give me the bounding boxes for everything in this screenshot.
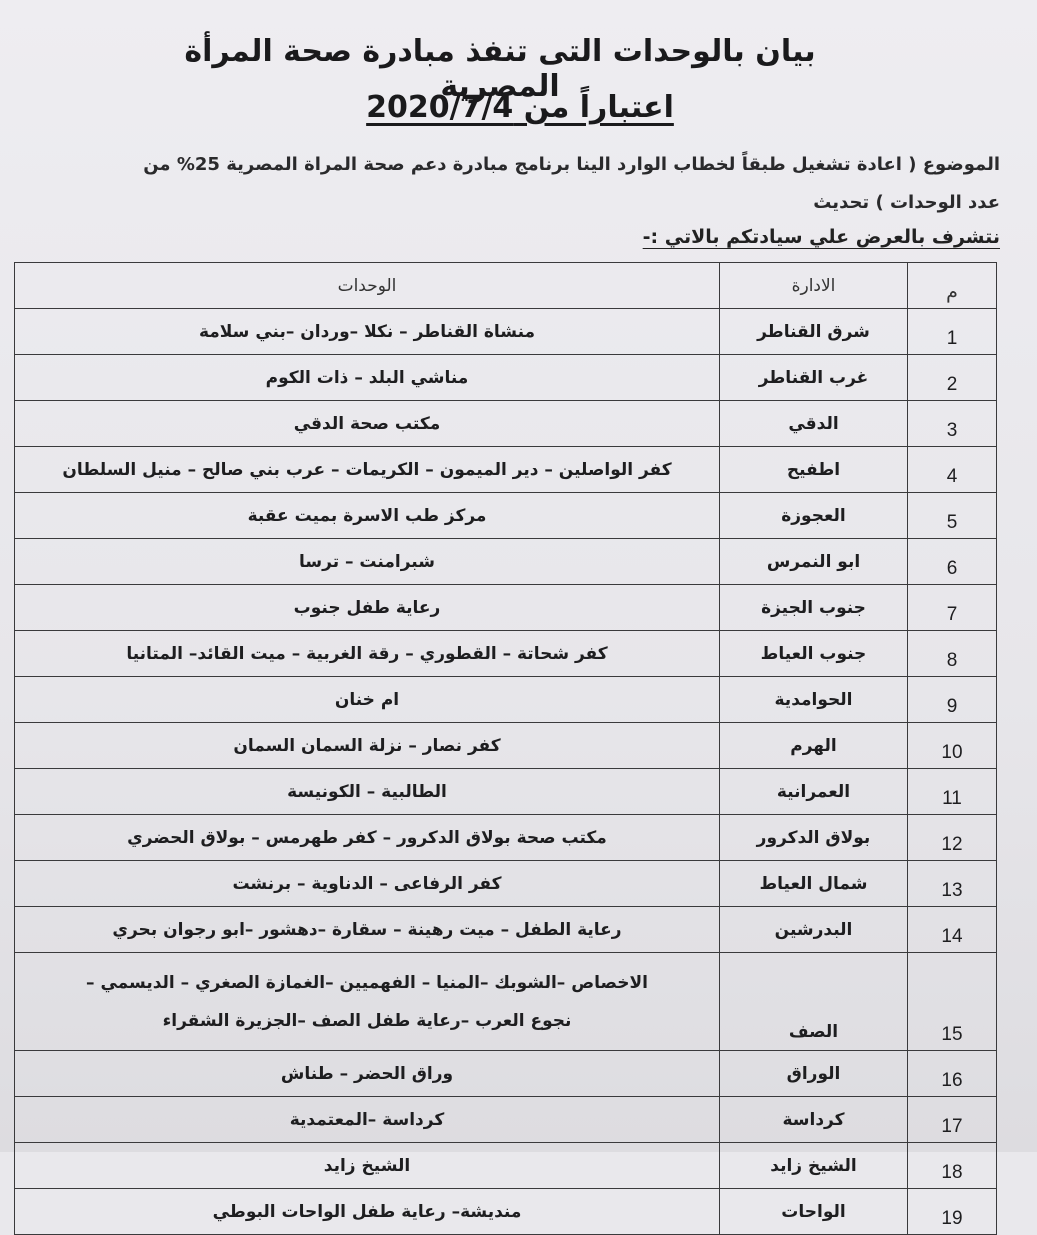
document-subtitle: اعتباراً من 2020/7/4 <box>366 90 674 125</box>
row-num: 12 <box>908 815 997 861</box>
row-num: 11 <box>908 769 997 815</box>
document-title: بيان بالوحدات التى تنفذ مبادرة صحة المرأة المصرية <box>184 34 816 104</box>
intro-line: نتشرف بالعرض علي سيادتكم بالاتي :- <box>642 226 1000 248</box>
table-row <box>15 953 997 1051</box>
table-row <box>15 493 997 539</box>
row-department: شمال العياط <box>720 861 908 907</box>
table-row <box>15 401 997 447</box>
table-header-row <box>15 263 997 309</box>
row-units: مكتب صحة بولاق الدكرور – كفر طهرمس – بولاق الحضري <box>15 815 720 861</box>
table-row <box>15 585 997 631</box>
row-units: كرداسة –المعتمدية <box>15 1097 720 1143</box>
row-num: 15 <box>908 953 997 1051</box>
row-num: 18 <box>908 1143 997 1189</box>
row-department: الشيخ زايد <box>720 1143 908 1189</box>
subject-paragraph: الموضوع ( اعادة تشغيل طبقاً لخطاب الوارد الينا برنامج مبادرة دعم صحة المراة المصرية 25% من عدد الوحدات ) تحديث <box>143 154 1000 213</box>
row-num: 7 <box>908 585 997 631</box>
row-units: مركز طب الاسرة بميت عقبة <box>15 493 720 539</box>
row-units: منشاة القناطر – نكلا –وردان –بني سلامة <box>15 309 720 355</box>
row-department: كرداسة <box>720 1097 908 1143</box>
table-row <box>15 861 997 907</box>
row-units: وراق الحضر – طناش <box>15 1051 720 1097</box>
table-row <box>15 447 997 493</box>
table-row <box>15 1097 997 1143</box>
row-department: جنوب الجيزة <box>720 585 908 631</box>
row-num: 13 <box>908 861 997 907</box>
row-department: البدرشين <box>720 907 908 953</box>
row-units: ام خنان <box>15 677 720 723</box>
row-department: العجوزة <box>720 493 908 539</box>
table-row <box>15 539 997 585</box>
row-units: الشيخ زايد <box>15 1143 720 1189</box>
row-units: رعاية الطفل – ميت رهينة – سقارة –دهشور –ابو رجوان بحري <box>15 907 720 953</box>
header-num: م <box>908 263 997 309</box>
row-department: الوراق <box>720 1051 908 1097</box>
row-department: شرق القناطر <box>720 309 908 355</box>
table-row <box>15 631 997 677</box>
row-num: 14 <box>908 907 997 953</box>
row-department: الحوامدية <box>720 677 908 723</box>
row-department: جنوب العياط <box>720 631 908 677</box>
row-num: 17 <box>908 1097 997 1143</box>
row-department: الواحات <box>720 1189 908 1235</box>
row-department: الصف <box>720 953 908 1051</box>
row-department: غرب القناطر <box>720 355 908 401</box>
row-department: بولاق الدكرور <box>720 815 908 861</box>
row-units <box>15 953 720 1051</box>
header-units: الوحدات <box>15 263 720 309</box>
row-units: منديشة– رعاية طفل الواحات البوطي <box>15 1189 720 1235</box>
row-units: كفر الرفاعى – الدناوية – برنشت <box>15 861 720 907</box>
row-num: 2 <box>908 355 997 401</box>
row-units: مناشي البلد – ذات الكوم <box>15 355 720 401</box>
row-units: كفر الواصلين – دير الميمون – الكريمات – عرب بني صالح – منيل السلطان <box>15 447 720 493</box>
row-department: ابو النمرس <box>720 539 908 585</box>
row-num: 1 <box>908 309 997 355</box>
row-department: اطفيح <box>720 447 908 493</box>
table-row <box>15 1189 997 1235</box>
row-num: 9 <box>908 677 997 723</box>
row-num: 5 <box>908 493 997 539</box>
row-num: 10 <box>908 723 997 769</box>
table-row <box>15 1143 997 1189</box>
units-table <box>14 262 997 1235</box>
table-row <box>15 769 997 815</box>
header-department: الادارة <box>720 263 908 309</box>
table-row <box>15 907 997 953</box>
row-num: 19 <box>908 1189 997 1235</box>
row-units: مكتب صحة الدقي <box>15 401 720 447</box>
row-num: 16 <box>908 1051 997 1097</box>
row-units: كفر نصار – نزلة السمان السمان <box>15 723 720 769</box>
table-row <box>15 1051 997 1097</box>
row-num: 8 <box>908 631 997 677</box>
row-num: 4 <box>908 447 997 493</box>
table-row <box>15 723 997 769</box>
row-department: العمرانية <box>720 769 908 815</box>
row-department: الهرم <box>720 723 908 769</box>
row-num: 3 <box>908 401 997 447</box>
row-units: كفر شحاتة – القطوري – رقة الغربية – ميت القائد– المتانيا <box>15 631 720 677</box>
table-row <box>15 815 997 861</box>
row-units-line1: الاخصاص –الشوبك –المنيا – الفهميين –الغمازة الصغري – الديسمي – <box>86 972 648 993</box>
row-units: رعاية طفل جنوب <box>15 585 720 631</box>
table-row <box>15 309 997 355</box>
table-row <box>15 677 997 723</box>
row-department: الدقي <box>720 401 908 447</box>
row-units-line2: نجوع العرب –رعاية طفل الصف –الجزيرة الشقراء <box>162 1010 572 1031</box>
row-num: 6 <box>908 539 997 585</box>
table-row <box>15 355 997 401</box>
row-units: الطالبية – الكونيسة <box>15 769 720 815</box>
row-units: شبرامنت – ترسا <box>15 539 720 585</box>
